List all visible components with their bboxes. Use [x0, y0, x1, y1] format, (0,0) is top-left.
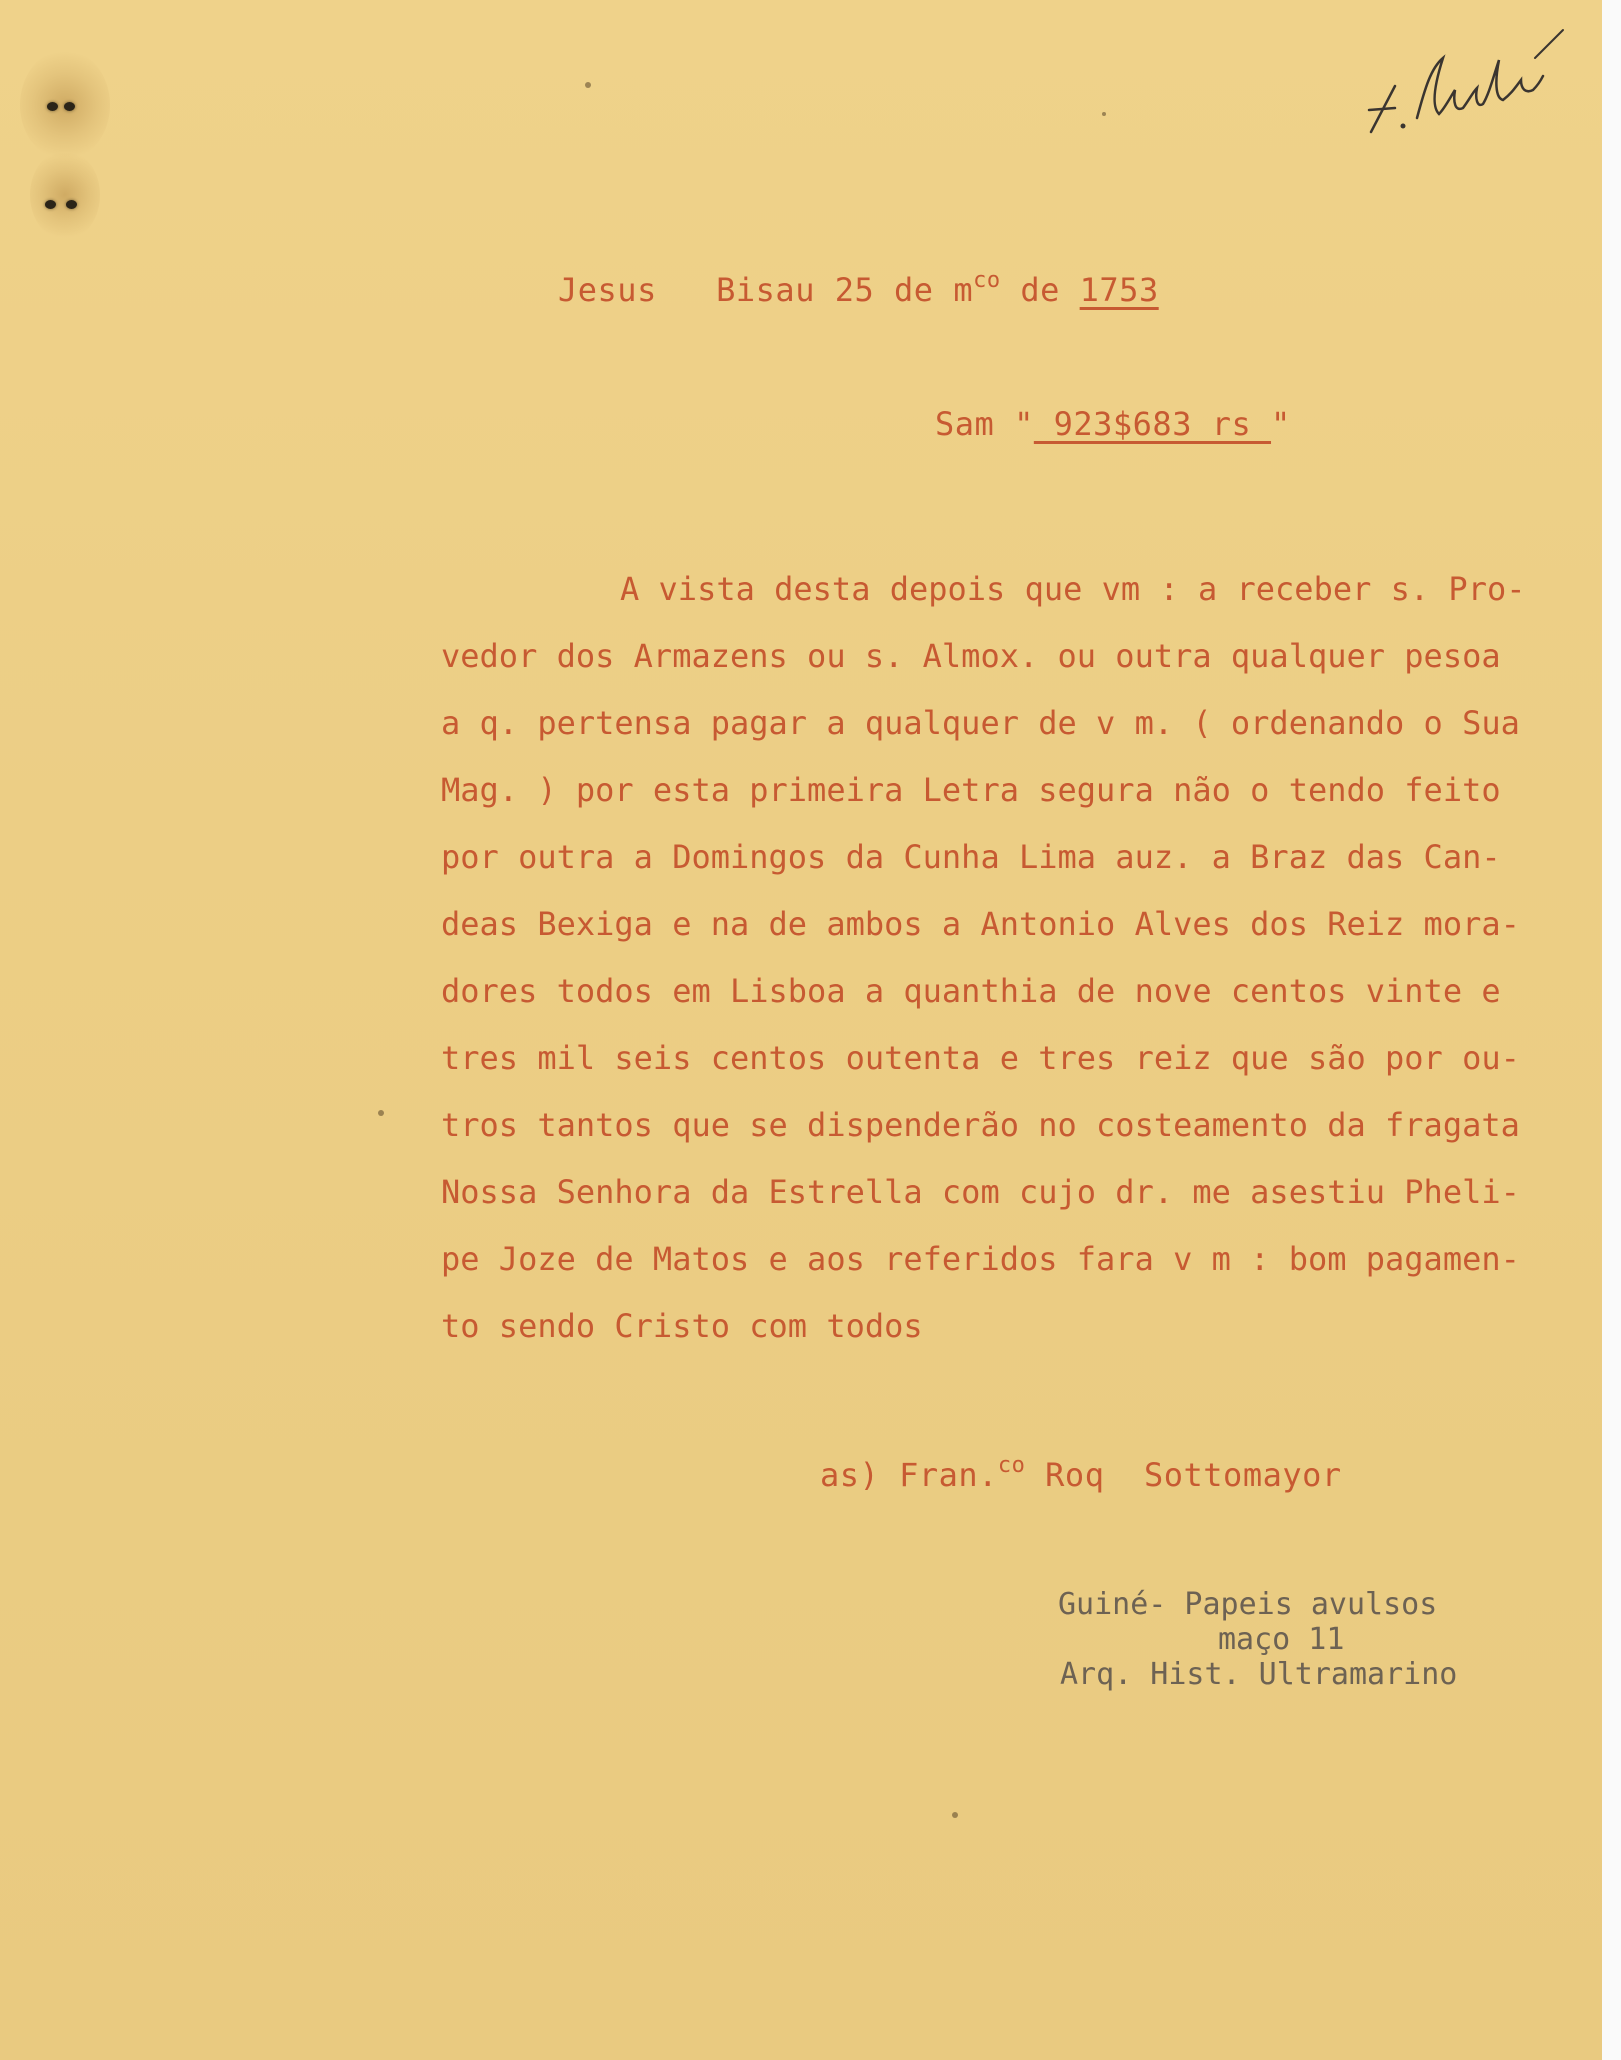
amount-value: 923$683 rs [1033, 405, 1272, 443]
body-line: Mag. ) por esta primeira Letra segura não o tendo feito [441, 771, 1501, 809]
signature-prefix: as) Fran. [820, 1456, 998, 1494]
signature-name: Roq Sottomayor [1025, 1456, 1342, 1494]
stain-left-middle [30, 150, 100, 240]
body-line: deas Bexiga e na de ambos a Antonio Alves dos Reiz mora- [441, 905, 1520, 943]
binding-hole [66, 200, 77, 209]
body-line: A vista desta depois que vm : a receber s. Pro- [620, 570, 1526, 608]
paper-speck [378, 1110, 384, 1116]
paper-speck [585, 82, 591, 88]
binding-hole [45, 200, 56, 209]
body-line: por outra a Domingos da Cunha Lima auz. a Braz das Can- [441, 838, 1501, 876]
handwritten-annotation [1365, 28, 1575, 148]
amount-suffix: " [1271, 405, 1291, 443]
date-de: de [1000, 271, 1080, 309]
binding-hole [47, 102, 58, 111]
archive-line-2: maço 11 [1218, 1622, 1345, 1657]
amount-prefix: Sam " [935, 405, 1034, 443]
body-line: tros tantos que se dispenderão no costeamento da fragata [441, 1106, 1520, 1144]
amount-line [935, 405, 1291, 443]
year: 1753 [1079, 271, 1159, 309]
paper-speck [952, 1812, 958, 1818]
body-line: pe Joze de Matos e aos referidos fara v m : bom pagamen- [441, 1240, 1520, 1278]
body-line: to sendo Cristo com todos [441, 1307, 923, 1345]
date-line [558, 268, 1159, 309]
signature-line [820, 1453, 1342, 1494]
body-line: dores todos em Lisboa a quanthia de nove centos vinte e [441, 972, 1501, 1010]
signature-sup: co [997, 1453, 1026, 1478]
place-date: Bisau 25 de m [716, 271, 974, 309]
body-line: Nossa Senhora da Estrella com cujo dr. me asestiu Pheli- [441, 1173, 1520, 1211]
body-line: tres mil seis centos outenta e tres reiz que são por ou- [441, 1039, 1520, 1077]
binding-hole [64, 102, 75, 111]
archive-line-3: Arq. Hist. Ultramarino [1060, 1657, 1458, 1692]
body-line: a q. pertensa pagar a qualquer de v m. ( ordenando o Sua [441, 704, 1520, 742]
paper-speck [1102, 112, 1106, 116]
archive-line-1: Guiné- Papeis avulsos [1058, 1587, 1438, 1622]
page-edge [1602, 0, 1621, 2060]
body-line: vedor dos Armazens ou s. Almox. ou outra qualquer pesoa [441, 637, 1501, 675]
month-abbrev-sup: co [973, 268, 1001, 293]
invocation: Jesus [558, 271, 657, 309]
